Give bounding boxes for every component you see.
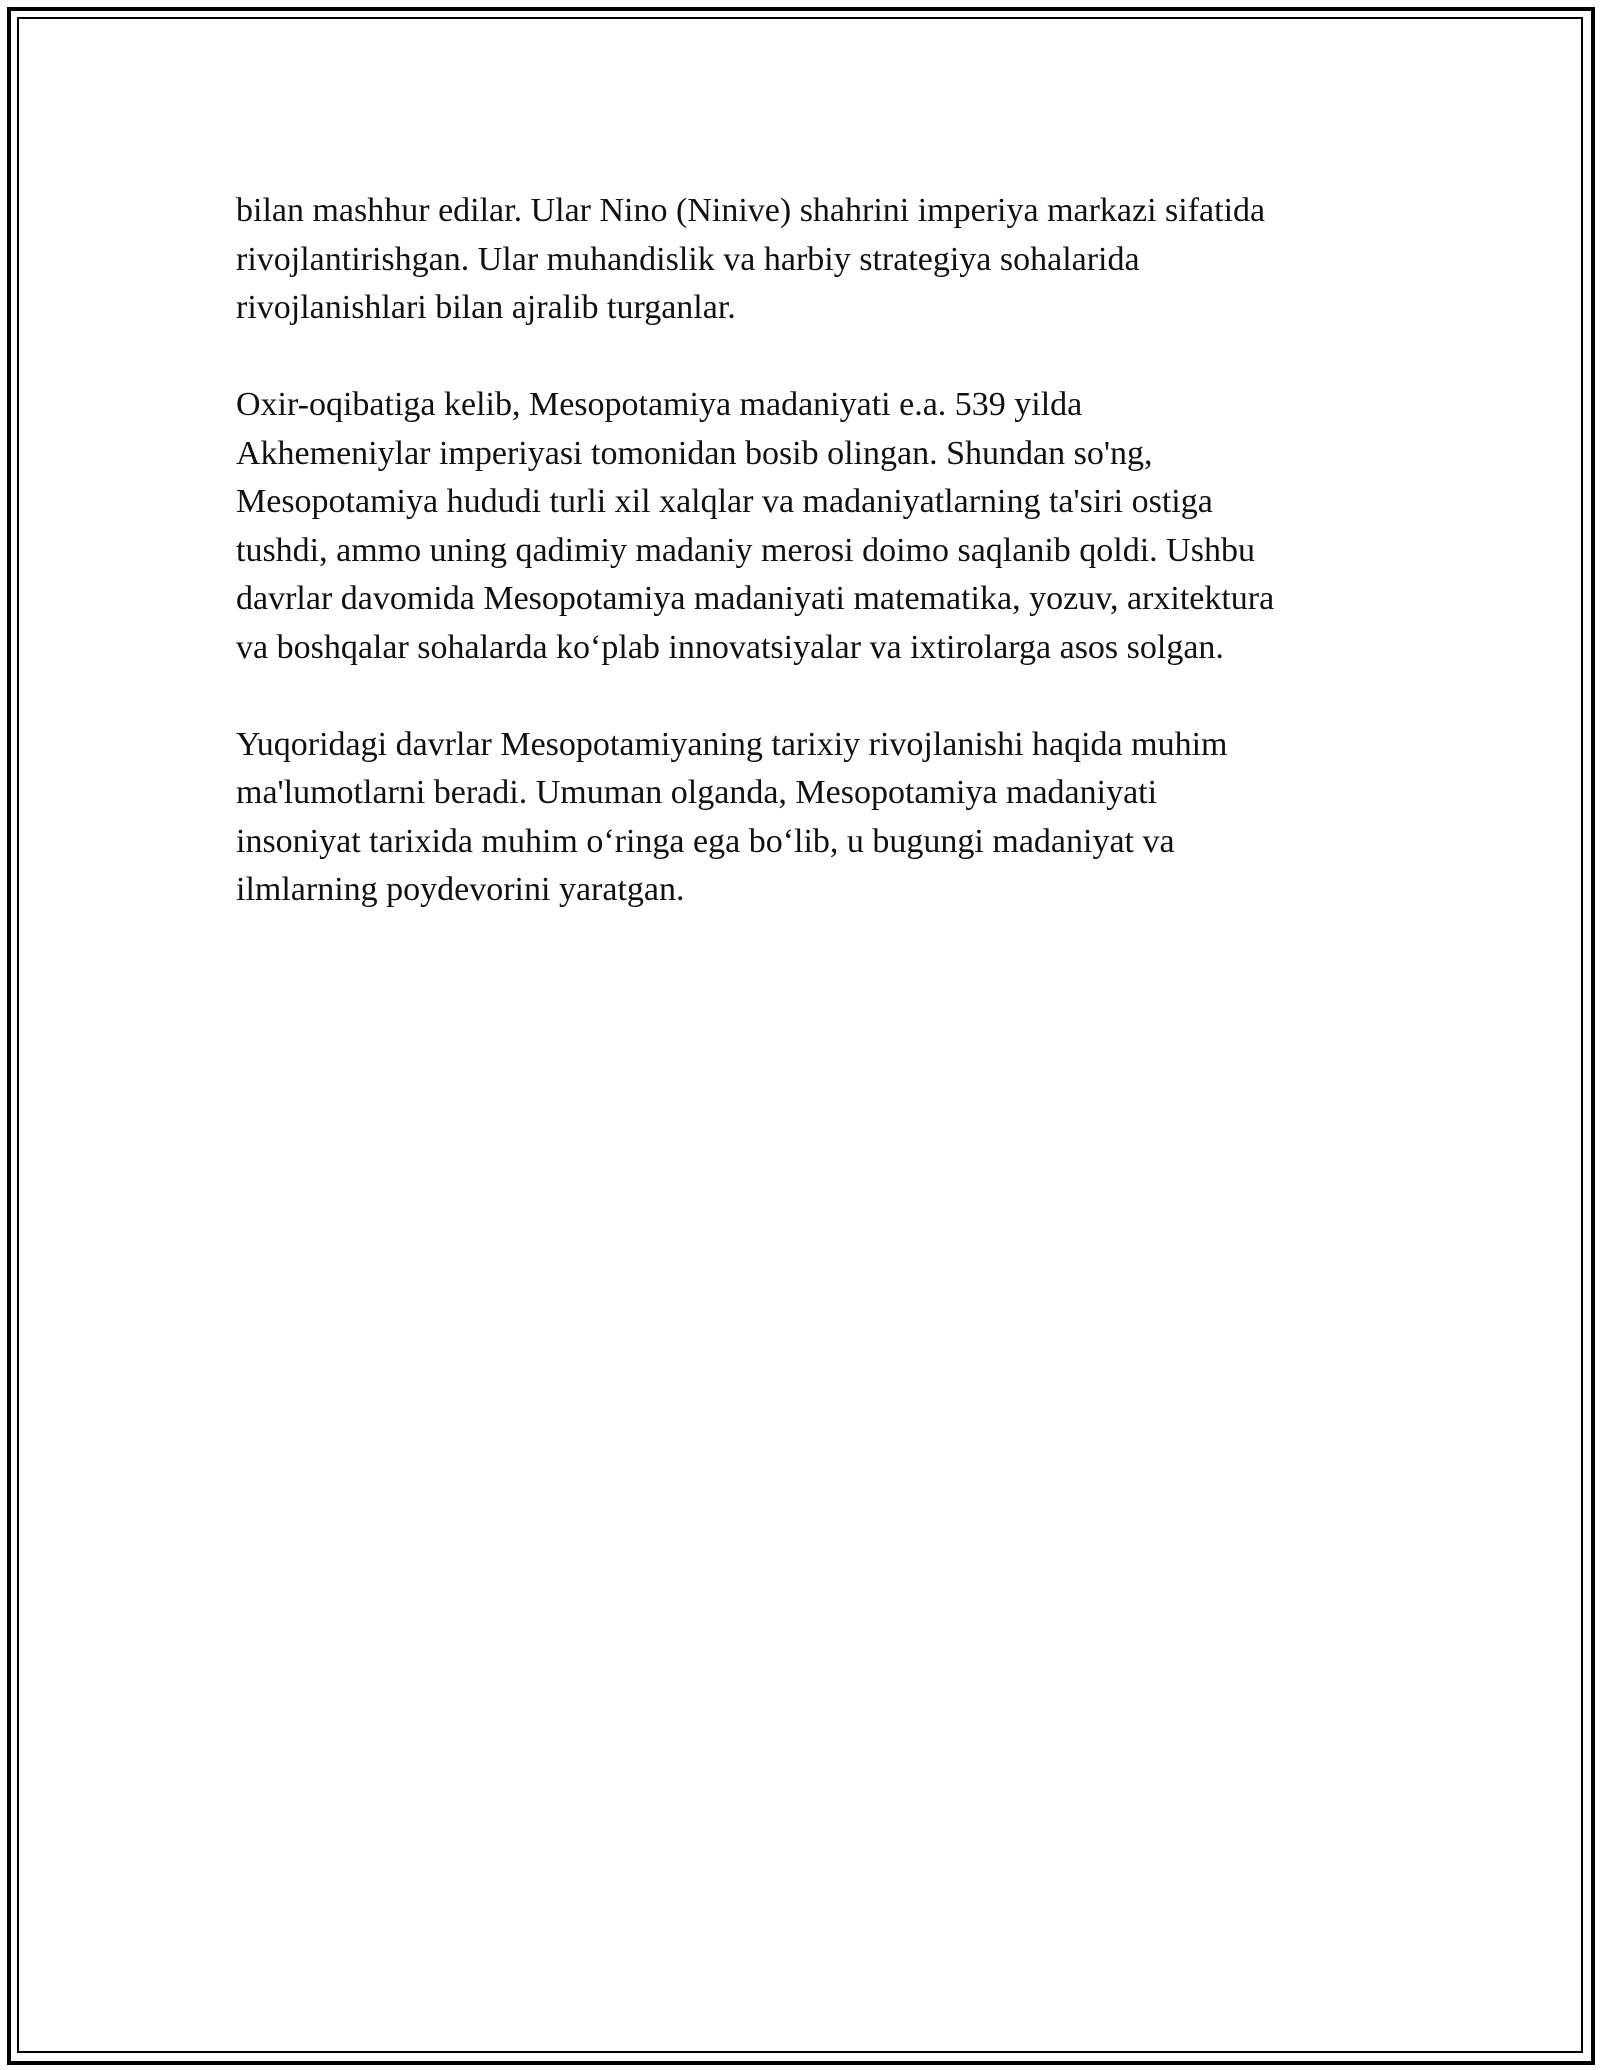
paragraph-3: Yuqoridagi davrlar Mesopotamiyaning tarixiy rivojlanishi haqida muhim ma'lumotlarni beradi. Umuman olganda, Mesopotamiya madaniyati insoniyat tarixida muhim o‘ringa ega bo‘lib, u bugungi madaniyat va ilmlarning poydevorini yaratgan.: [236, 725, 1228, 908]
paragraph-1: bilan mashhur edilar. Ular Nino (Ninive) shahrini imperiya markazi sifatida rivojlantirishgan. Ular muhandislik va harbiy strategiya sohalarida rivojlanishlari bilan ajralib turganlar.: [236, 192, 1266, 326]
paragraph-2: Oxir-oqibatiga kelib, Mesopotamiya madaniyati e.a. 539 yilda Akhemeniylar imperiyasi tomonidan bosib olingan. Shundan so'ng, Mesopotamiya hududi turli xil xalqlar va madaniyatlarning ta'siri ostiga tushdi, ammo uning qadimiy madaniy merosi doimo saqlanib qoldi. Ushbu davrlar davomida Mesopotamiya madaniyati matematika, yozuv, arxitektura va boshqalar sohalarda ko‘plab innovatsiyalar va ixtirolarga asos solgan.: [236, 386, 1275, 666]
document-body: [236, 187, 1396, 963]
